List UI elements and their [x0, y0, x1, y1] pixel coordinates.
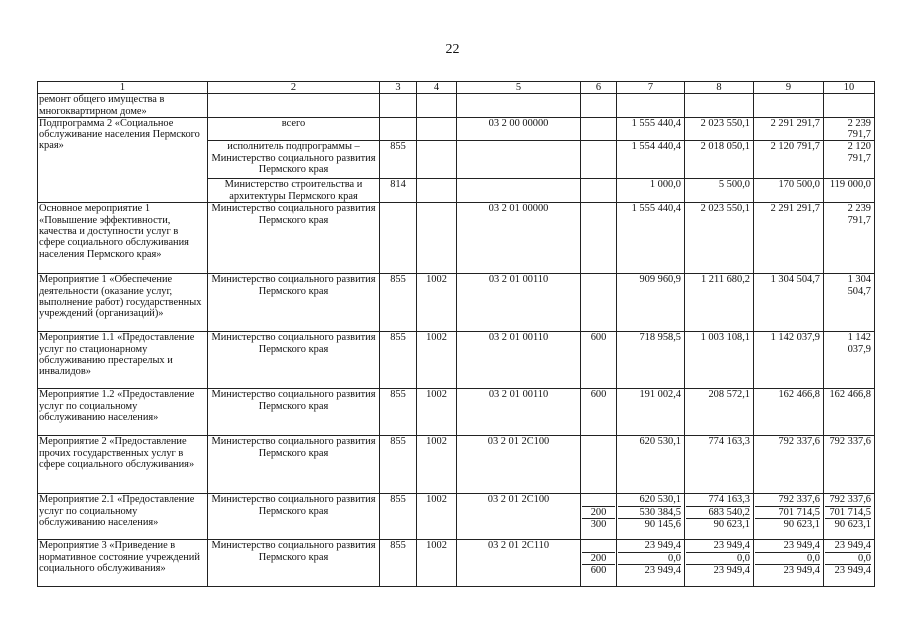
csr-code: 03 2 01 00110	[457, 274, 581, 332]
cell	[417, 94, 457, 118]
cell	[208, 94, 380, 118]
row-name: ремонт общего имущества в многоквартирном доме»	[38, 94, 208, 118]
cell	[581, 94, 617, 118]
amount: 1 304 504,7	[824, 274, 875, 332]
amount-stack	[754, 494, 824, 540]
col-header: 5	[457, 82, 581, 94]
amount: 718 958,5	[617, 332, 685, 389]
executor: Министерство социального развития Пермского края	[208, 540, 380, 587]
table-row	[38, 389, 875, 436]
executor: Министерство социального развития Пермского края	[208, 389, 380, 436]
amount: 701 714,5	[825, 507, 871, 519]
col-header: 3	[380, 82, 417, 94]
executor: всего	[208, 117, 380, 141]
csr-code: 03 2 01 2С100	[457, 436, 581, 494]
amount: 23 949,4	[713, 565, 750, 577]
grbs-code: 855	[380, 141, 417, 179]
table-row	[38, 540, 875, 587]
csr-code: 03 2 01 2С110	[457, 540, 581, 587]
row-name: Мероприятие 2.1 «Предоставление услуг по социальному обслуживанию населения»	[38, 494, 208, 540]
executor: исполнитель подпрограммы – Министерство социального развития Пермского края	[208, 141, 380, 179]
row-name: Мероприятие 1.1 «Предоставление услуг по стационарному обслуживанию престарелых и инвалидов»	[38, 332, 208, 389]
cell	[581, 141, 617, 179]
cell	[824, 94, 875, 118]
cell	[380, 203, 417, 274]
grbs-code: 855	[380, 540, 417, 587]
amount: 1 555 440,4	[617, 117, 685, 141]
cell	[754, 94, 824, 118]
amount: 1 003 108,1	[685, 332, 754, 389]
table-row	[38, 436, 875, 494]
col-header: 2	[208, 82, 380, 94]
executor: Министерство социального развития Пермского края	[208, 332, 380, 389]
amount: 1 142 037,9	[824, 332, 875, 389]
amount-stack	[824, 494, 875, 540]
amount: 23 949,4	[783, 565, 820, 577]
amount: 170 500,0	[754, 179, 824, 203]
amount: 620 530,1	[617, 436, 685, 494]
row-name: Мероприятие 2 «Предоставление прочих государственных услуг в сфере социального обслуживания»	[38, 436, 208, 494]
vr-code: 600	[581, 389, 617, 436]
table-row	[38, 117, 875, 141]
cell	[581, 179, 617, 203]
cell	[457, 141, 581, 179]
table-row	[38, 203, 875, 274]
amount-stack	[685, 540, 754, 587]
amount: 701 714,5	[755, 507, 820, 519]
cell	[380, 94, 417, 118]
executor: Министерство социального развития Пермского края	[208, 494, 380, 540]
cell	[581, 203, 617, 274]
amount: 2 291 291,7	[754, 203, 824, 274]
amount-stack	[824, 540, 875, 587]
amount-stack	[685, 494, 754, 540]
page-number: 22	[445, 42, 460, 57]
amount: 2 239 791,7	[824, 117, 875, 141]
vr-code: 300	[590, 519, 607, 531]
amount: 0,0	[755, 553, 820, 565]
col-header: 9	[754, 82, 824, 94]
col-header: 4	[417, 82, 457, 94]
vr-code: 600	[590, 565, 607, 577]
amount: 1 142 037,9	[754, 332, 824, 389]
cell	[417, 117, 457, 141]
amount-stack	[617, 494, 685, 540]
amount: 162 466,8	[824, 389, 875, 436]
cell	[417, 203, 457, 274]
amount: 2 120 791,7	[754, 141, 824, 179]
cell	[617, 94, 685, 118]
amount: 1 211 680,2	[685, 274, 754, 332]
grbs-code: 814	[380, 179, 417, 203]
table-row	[38, 494, 875, 540]
col-header: 7	[617, 82, 685, 94]
csr-code: 03 2 00 00000	[457, 117, 581, 141]
amount: 23 949,4	[834, 565, 871, 577]
amount: 1 555 440,4	[617, 203, 685, 274]
amount: 5 500,0	[685, 179, 754, 203]
amount: 23 949,4	[825, 540, 871, 552]
col-header: 6	[581, 82, 617, 94]
cell	[417, 179, 457, 203]
csr-code: 03 2 01 00110	[457, 332, 581, 389]
section-code: 1002	[417, 540, 457, 587]
vr-code	[582, 494, 615, 506]
section-code: 1002	[417, 494, 457, 540]
amount: 2 023 550,1	[685, 117, 754, 141]
executor: Министерство социального развития Пермского края	[208, 203, 380, 274]
vr-code: 600	[581, 332, 617, 389]
section-code: 1002	[417, 274, 457, 332]
amount: 620 530,1	[618, 494, 681, 506]
amount-stack	[617, 540, 685, 587]
amount: 23 949,4	[755, 540, 820, 552]
vr-code-stack	[581, 540, 617, 587]
section-code: 1002	[417, 436, 457, 494]
amount: 792 337,6	[825, 494, 871, 506]
row-name: Мероприятие 1 «Обеспечение деятельности (оказание услуг, выполнение работ) государственных учреждений (организаций)»	[38, 274, 208, 332]
amount-stack	[754, 540, 824, 587]
grbs-code: 855	[380, 274, 417, 332]
cell	[457, 94, 581, 118]
table-row	[38, 332, 875, 389]
amount: 530 384,5	[618, 507, 681, 519]
amount: 119 000,0	[824, 179, 875, 203]
row-name: Подпрограмма 2 «Социальное обслуживание населения Пермского края»	[38, 117, 208, 203]
table-row	[38, 274, 875, 332]
amount: 774 163,3	[685, 436, 754, 494]
amount: 2 018 050,1	[685, 141, 754, 179]
amount: 1 304 504,7	[754, 274, 824, 332]
amount: 792 337,6	[824, 436, 875, 494]
amount: 774 163,3	[686, 494, 750, 506]
amount: 23 949,4	[644, 565, 681, 577]
amount: 909 960,9	[617, 274, 685, 332]
grbs-code: 855	[380, 332, 417, 389]
amount: 90 623,1	[834, 519, 871, 531]
amount: 0,0	[618, 553, 681, 565]
grbs-code: 855	[380, 389, 417, 436]
vr-code: 200	[582, 553, 615, 565]
vr-code-stack	[581, 494, 617, 540]
amount: 683 540,2	[686, 507, 750, 519]
col-header: 8	[685, 82, 754, 94]
csr-code: 03 2 01 2С100	[457, 494, 581, 540]
amount: 208 572,1	[685, 389, 754, 436]
row-name: Мероприятие 3 «Приведение в нормативное состояние учреждений социального обслуживания»	[38, 540, 208, 587]
executor: Министерство социального развития Пермского края	[208, 436, 380, 494]
table-row	[38, 94, 875, 118]
amount: 23 949,4	[686, 540, 750, 552]
cell	[457, 179, 581, 203]
amount: 0,0	[825, 553, 871, 565]
amount: 792 337,6	[755, 494, 820, 506]
amount: 0,0	[686, 553, 750, 565]
amount: 792 337,6	[754, 436, 824, 494]
col-header: 10	[824, 82, 875, 94]
amount: 2 291 291,7	[754, 117, 824, 141]
cell	[581, 274, 617, 332]
section-code: 1002	[417, 332, 457, 389]
vr-code	[582, 540, 615, 552]
cell	[417, 141, 457, 179]
grbs-code: 855	[380, 436, 417, 494]
amount: 90 145,6	[644, 519, 681, 531]
header-row	[38, 82, 875, 94]
amount: 2 120 791,7	[824, 141, 875, 179]
amount: 90 623,1	[783, 519, 820, 531]
executor: Министерство строительства и архитектуры Пермского края	[208, 179, 380, 203]
amount: 2 023 550,1	[685, 203, 754, 274]
amount: 23 949,4	[618, 540, 681, 552]
amount: 1 000,0	[617, 179, 685, 203]
vr-code: 200	[582, 507, 615, 519]
executor: Министерство социального развития Пермского края	[208, 274, 380, 332]
amount: 1 554 440,4	[617, 141, 685, 179]
cell	[581, 436, 617, 494]
cell	[581, 117, 617, 141]
amount: 191 002,4	[617, 389, 685, 436]
col-header: 1	[38, 82, 208, 94]
cell	[380, 117, 417, 141]
row-name: Мероприятие 1.2 «Предоставление услуг по социальному обслуживанию населения»	[38, 389, 208, 436]
amount: 90 623,1	[713, 519, 750, 531]
amount: 2 239 791,7	[824, 203, 875, 274]
amount: 162 466,8	[754, 389, 824, 436]
budget-table	[37, 81, 875, 587]
row-name: Основное мероприятие 1 «Повышение эффективности, качества и доступности услуг в сфере социального обслуживания населения Пермского края»	[38, 203, 208, 274]
csr-code: 03 2 01 00110	[457, 389, 581, 436]
csr-code: 03 2 01 00000	[457, 203, 581, 274]
section-code: 1002	[417, 389, 457, 436]
grbs-code: 855	[380, 494, 417, 540]
cell	[685, 94, 754, 118]
